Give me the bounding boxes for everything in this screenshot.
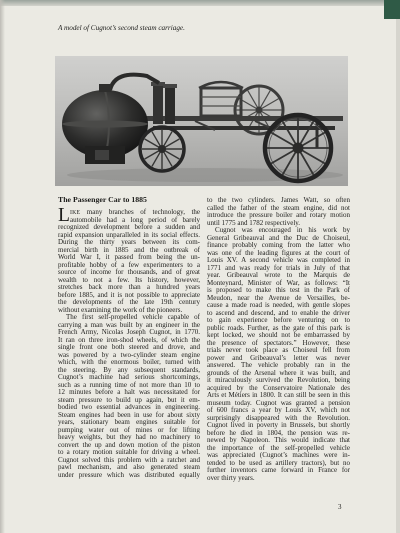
page-number: 3 (338, 503, 342, 511)
text-line: source of income for thousands, and of great (58, 268, 200, 276)
text-line: further inventors came forward in France for (207, 466, 350, 474)
text-line: introduce the pressure boiler and rotary motion (207, 211, 350, 219)
text-line: to a rotary motion suitable for driving a wheel. (58, 448, 200, 456)
text-line: During the thirty years between its com- (58, 238, 200, 246)
text-line: The first self-propelled vehicle capable of (66, 313, 200, 321)
text-line: trials never took place as Choiseul fell from (207, 346, 350, 354)
left-text-column (58, 204, 201, 479)
section-heading: The Passenger Car to 1885 (58, 195, 147, 204)
book-top-edge (0, 0, 400, 6)
text-line: power and Gribeauval’s letter was never (207, 353, 350, 362)
text-line: bodied two essential advances in engineering. (58, 403, 200, 411)
text-line: wealth to not a few. Its history, however, (58, 275, 200, 284)
text-line: was one of the leading figures at the court of (207, 248, 350, 257)
first-line-text: many branches of technology, the (86, 208, 201, 216)
text-line: of 600 francs a year by Louis XV, which not (207, 406, 350, 414)
text-line: World War I, it passed from being the un- (58, 253, 200, 261)
text-line: Louis XV. A second vehicle was completed in (207, 256, 350, 264)
rear-wheel (265, 115, 331, 181)
steam-carriage-photo (55, 56, 348, 186)
text-line: year. Gribeauval wrote to the Marquis de (207, 271, 350, 279)
text-line: without examining the work of the pioneers. (58, 305, 183, 314)
text-line: Cugnot solved this problem with a ratchet and (58, 455, 200, 464)
text-line: it miraculously survived the Revolution, being (207, 376, 350, 384)
text-line: museum today. Cugnot was granted a pension (207, 398, 350, 407)
text-line: is proposed to make this test in the Park of (207, 286, 350, 294)
text-line: under pressure which was distributed equally (58, 470, 200, 479)
text-line: acquired by the Conservatoire Nationale des (207, 383, 350, 392)
text-line: pawl mechanism, and also generated steam (58, 463, 200, 471)
text-line: single front one both steered and drove, and (58, 343, 200, 351)
text-line: Cugnot lived in poverty in Brussels, but shortly (207, 421, 350, 429)
steam-carriage-illustration (55, 56, 348, 186)
photo-caption: A model of Cugnot’s second steam carriage. (58, 24, 185, 32)
text-line: surprisingly disappeared with the Revolution. (207, 413, 350, 422)
text-line: which, with the enormous boiler, turned with (58, 358, 200, 366)
text-line: French Army, Nicolas Joseph Cugnot, in 1770. (58, 328, 200, 336)
text-line: the steering. By any subsequent standards, (58, 365, 200, 374)
text-line: over thirty years. (207, 473, 255, 482)
text-line: Steam engines had been in use for about sixty (58, 410, 200, 419)
text-line: was appreciated (Cugnot’s machines were in- (207, 451, 350, 459)
text-line: It ran on three iron-shod wheels, of which the (58, 335, 200, 344)
text-line: carrying a man was built by an engineer in the (58, 320, 200, 329)
drop-cap: L (58, 204, 70, 226)
text-line: before he died in 1804, the pension was re- (207, 428, 350, 437)
text-line: Cugnot’s machine had serious shortcomings, (58, 373, 200, 381)
text-line: steam pressure to build up again, but it em- (58, 395, 200, 404)
text-line: to gain experience before venturing on to (207, 316, 350, 324)
front-wheel (140, 127, 184, 171)
text-line: such as a running time of not more than 10 to (58, 380, 200, 389)
text-line: heavy weights, but they had no machinery to (58, 433, 200, 441)
page-right-edge (396, 19, 400, 533)
text-line: before 1885, and it is not possible to appreciate (58, 290, 200, 299)
text-line: newed by Napoleon. This would indicate that (207, 436, 350, 444)
page-gutter-shadow (0, 0, 5, 533)
text-line: the presence of spectators.” However, these (207, 338, 350, 347)
text-line: Monteynard, Minister of War, as follows: “It (207, 278, 350, 287)
text-line: called the father of the steam engine, did not (207, 203, 350, 212)
text-line: answered. The vehicle probably ran in the (207, 361, 350, 369)
text-line: 12 minutes before a halt was necessitated for (58, 388, 200, 396)
lead-small-caps: IKE (70, 210, 81, 216)
text-line: rapid expansion unparalleled in its social effects. (58, 230, 200, 239)
text-line: recognized development before a sudden and (58, 223, 200, 231)
text-line: the developments of the late 19th century (58, 298, 200, 306)
text-line: cause a made road is needed, with gentle slopes (207, 301, 350, 309)
text-line: 1771 and was ready for trials in July of that (207, 263, 350, 272)
text-line: automobile had a long period of barely (70, 215, 200, 224)
text-line: Arts et Métiers in 1800. It can still be seen in this (207, 391, 350, 399)
text-line: tended to be used as artillery tractors), but no (207, 458, 350, 467)
right-text-column (207, 197, 350, 482)
text-line: to the two cylinders. James Watt, so often (207, 196, 350, 204)
text-line: until 1775 and 1782 respectively. (207, 218, 301, 227)
text-line: finance probably coming from the latter who (207, 241, 350, 249)
text-line: Meudon, near the Avenue de Versailles, be- (207, 293, 350, 302)
text-line: to ascend and descend, and to enable the driver (207, 308, 350, 317)
text-line: Cugnot was encouraged in his work by (215, 226, 350, 234)
text-line: pumping water out of mines or for lifting (58, 425, 200, 434)
text-line: the importance of the self-propelled vehicle (207, 443, 350, 452)
text-line: convert the up and down motion of the piston (58, 440, 200, 449)
text-line: years, stationary beam engines suitable for (58, 418, 200, 426)
text-line: public roads. Further, as the gate of this park is (207, 323, 350, 332)
text-line: kept locked, we should not be embarrassed by (207, 331, 350, 339)
cover-corner (384, 0, 400, 19)
text-line: profitable hobby of a few experimenters to a (58, 260, 200, 269)
text-line: grounds of the Arsenal where it was built, and (207, 368, 350, 377)
text-line: was powered by a two-cylinder steam engine (58, 350, 200, 359)
text-line: mercial birth in 1885 and the outbreak of (58, 245, 200, 254)
text-line: stretches back more than a hundred years (58, 283, 200, 291)
text-line: General Gribeauval and the Duc de Choiseul, (207, 233, 350, 242)
